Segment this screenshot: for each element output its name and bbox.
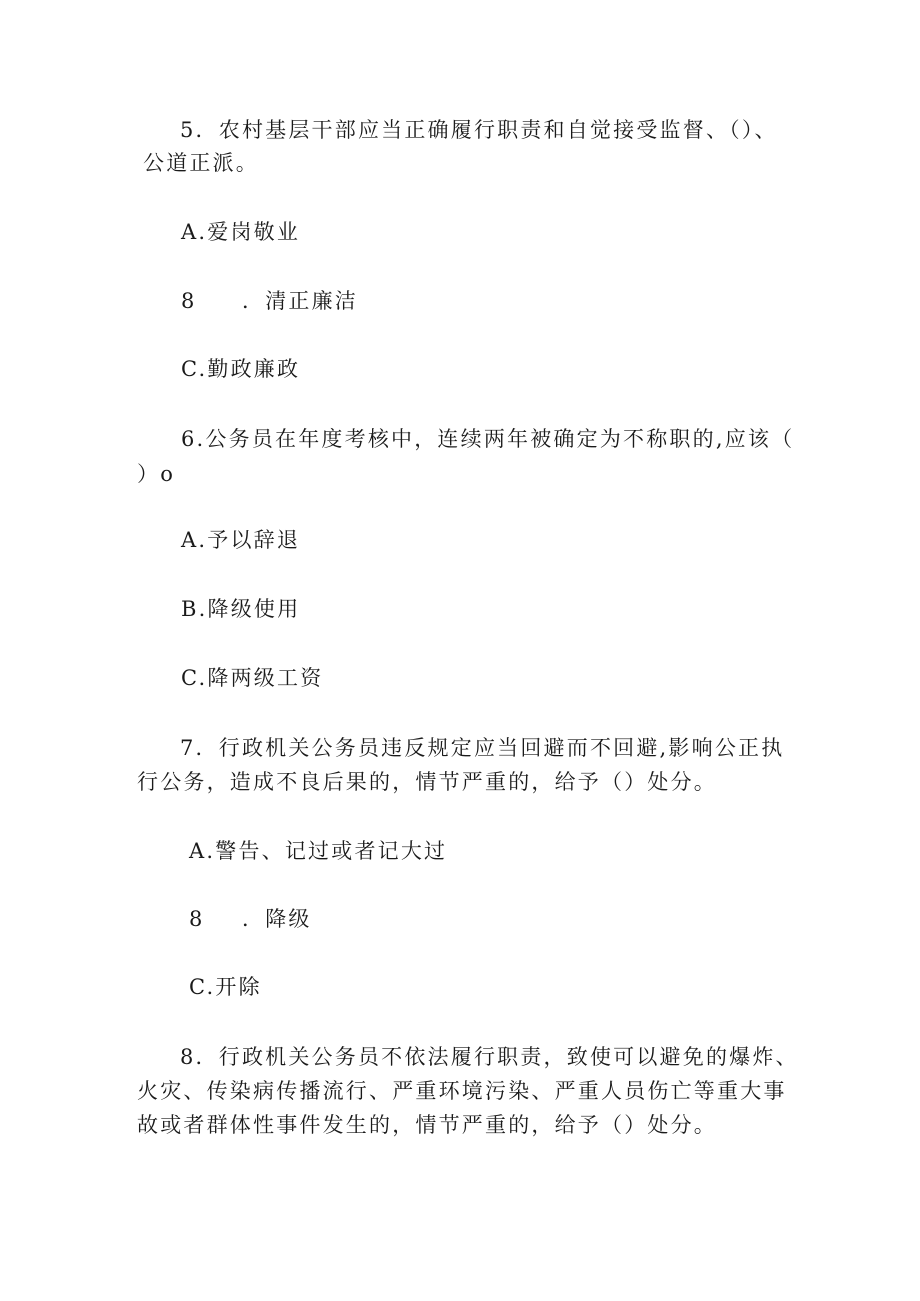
question-7-option-b-number: 8 [189,907,205,931]
question-7-option-a: A.警告、记过或者记大过 [189,839,448,863]
question-5-option-c: C.勤政廉政 [181,357,301,381]
question-7-option-c: C.开除 [189,975,262,999]
question-5-option-b-text: ．清正廉洁 [242,289,358,313]
question-6-option-b: B.降级使用 [181,597,301,621]
question-8-line-1: 8．行政机关公务员不依法履行职责，致使可以避免的爆炸、 [180,1045,799,1069]
question-7-line-1: 7．行政机关公务员违反规定应当回避而不回避,影响公正执 [180,736,785,760]
question-6-line-2: ）o [137,462,176,486]
question-5-option-b-number: 8 [181,289,197,313]
question-5-line-2: 公道正派。 [143,151,259,175]
question-5-option-a: A.爱岗敬业 [181,220,301,244]
question-7-option-b-text: ．降级 [242,907,312,931]
question-5-line-1: 5．农村基层干部应当正确履行职责和自觉接受监督、（）、 [180,118,778,142]
question-6-line-1: 6.公务员在年度考核中，连续两年被确定为不称职的,应该（ [181,427,795,451]
question-6-option-a: A.予以辞退 [181,528,301,552]
question-7-line-2: 行公务，造成不良后果的，情节严重的，给予（）处分。 [137,770,717,794]
question-8-line-2: 火灾、传染病传播流行、严重环境污染、严重人员伤亡等重大事 [137,1079,787,1103]
question-6-option-c: C.降两级工资 [181,666,324,690]
question-8-line-3: 故或者群体性事件发生的，情节严重的，给予（）处分。 [137,1113,717,1137]
